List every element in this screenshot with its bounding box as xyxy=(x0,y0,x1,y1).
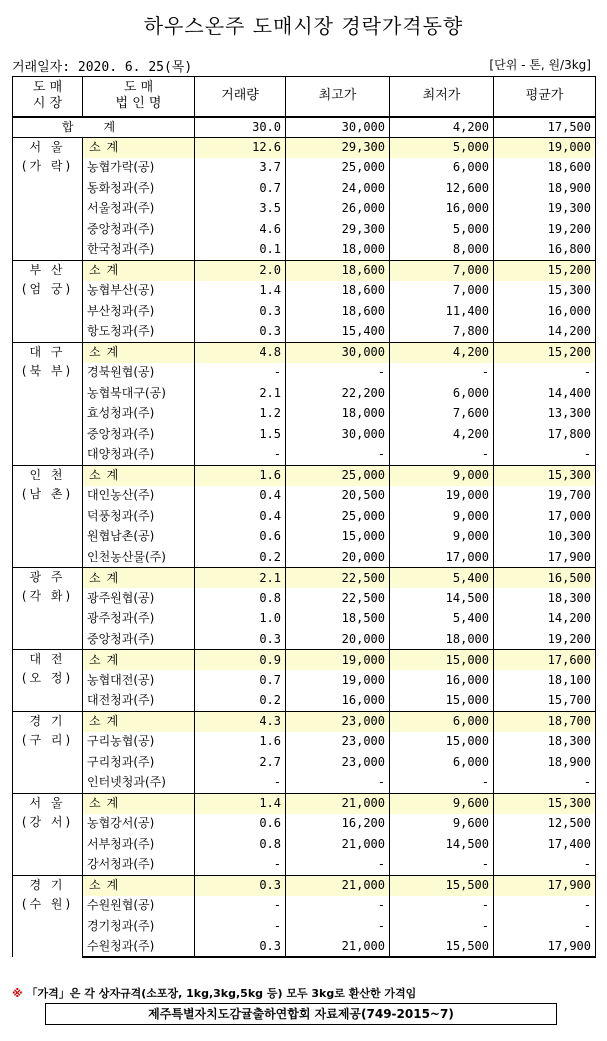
volume-cell: 0.3 xyxy=(195,875,286,896)
min-price-cell: - xyxy=(390,363,494,384)
volume-cell: 0.3 xyxy=(195,629,286,650)
avg-price-cell: 16,500 xyxy=(494,568,596,589)
market-location: (북 부) xyxy=(21,363,74,378)
source-box: 제주특별자치도감귤출하연합회 자료제공(749-2015~7) xyxy=(45,1003,557,1025)
avg-price-cell: - xyxy=(494,363,596,384)
corp-name-cell: 농협북대구(공) xyxy=(83,383,195,404)
market-location: (오 정) xyxy=(21,671,74,685)
max-price-cell: 18,600 xyxy=(286,301,390,322)
min-price-cell: 14,500 xyxy=(390,834,494,855)
market-name-cell xyxy=(13,711,83,793)
subtotal-label: 소계 xyxy=(83,465,195,486)
min-price-cell: - xyxy=(390,896,494,917)
corp-name-cell: 중앙청과(주) xyxy=(83,424,195,445)
min-price-cell: 14,500 xyxy=(390,588,494,609)
volume-cell: 1.4 xyxy=(195,793,286,814)
avg-price-cell: - xyxy=(494,773,596,794)
market-name: 부 산 xyxy=(29,262,66,277)
trade-date: 거래일자: 2020. 6. 25(목) xyxy=(12,60,193,75)
grand-total-max: 30,000 xyxy=(286,117,390,138)
table-row xyxy=(13,178,596,199)
subtotal-row xyxy=(13,342,596,363)
table-row xyxy=(13,896,596,917)
max-price-cell: 16,200 xyxy=(286,814,390,835)
table-row xyxy=(13,732,596,753)
max-price-cell: 23,000 xyxy=(286,711,390,732)
avg-price-cell: - xyxy=(494,855,596,876)
market-location: (가 락) xyxy=(21,158,74,173)
min-price-cell: 9,000 xyxy=(390,527,494,548)
avg-price-cell: 15,300 xyxy=(494,281,596,302)
max-price-cell: - xyxy=(286,855,390,876)
max-price-cell: 23,000 xyxy=(286,752,390,773)
market-name-cell xyxy=(13,793,83,875)
min-price-cell: 9,000 xyxy=(390,465,494,486)
max-price-cell: 18,000 xyxy=(286,404,390,425)
market-name: 경 기 xyxy=(29,713,66,728)
table-row xyxy=(13,527,596,548)
table-row xyxy=(13,670,596,691)
market-name-cell xyxy=(13,568,83,650)
subtotal-row xyxy=(13,465,596,486)
avg-price-cell: 18,900 xyxy=(494,178,596,199)
table-row xyxy=(13,301,596,322)
volume-cell: 1.0 xyxy=(195,609,286,630)
table-row xyxy=(13,916,596,937)
corp-name-cell: 중앙청과(주) xyxy=(83,219,195,240)
min-price-cell: 15,000 xyxy=(390,691,494,712)
corp-name-cell: 수원청과(주) xyxy=(83,937,195,958)
volume-cell: 2.1 xyxy=(195,383,286,404)
min-price-cell: 11,400 xyxy=(390,301,494,322)
corp-name-cell: 경북원협(공) xyxy=(83,363,195,384)
corp-name-cell: 광주원협(공) xyxy=(83,588,195,609)
corp-name-cell: 강서청과(주) xyxy=(83,855,195,876)
subtotal-label: 소계 xyxy=(83,650,195,671)
footnote-mark: ※ xyxy=(12,987,23,1000)
corp-name-cell: 광주청과(주) xyxy=(83,609,195,630)
corp-name-cell: 부산청과(주) xyxy=(83,301,195,322)
corp-name-cell: 농협강서(공) xyxy=(83,814,195,835)
min-price-cell: 16,000 xyxy=(390,670,494,691)
volume-cell: 2.0 xyxy=(195,260,286,281)
market-name: 대 전 xyxy=(29,652,66,666)
max-price-cell: 20,500 xyxy=(286,486,390,507)
price-table xyxy=(12,76,596,958)
volume-cell: 1.6 xyxy=(195,465,286,486)
market-name-cell xyxy=(13,650,83,712)
grand-total-volume: 30.0 xyxy=(195,117,286,138)
min-price-cell: - xyxy=(390,916,494,937)
min-price-cell: 9,600 xyxy=(390,814,494,835)
avg-price-cell: 18,600 xyxy=(494,158,596,179)
table-row xyxy=(13,855,596,876)
min-price-cell: 5,000 xyxy=(390,137,494,158)
min-price-cell: 4,200 xyxy=(390,424,494,445)
table-row xyxy=(13,752,596,773)
avg-price-cell: 15,200 xyxy=(494,260,596,281)
min-price-cell: 5,000 xyxy=(390,219,494,240)
max-price-cell: - xyxy=(286,896,390,917)
volume-cell: - xyxy=(195,445,286,466)
corp-name-cell: 농협대전(공) xyxy=(83,670,195,691)
avg-price-cell: 19,700 xyxy=(494,486,596,507)
avg-price-cell: 17,900 xyxy=(494,937,596,958)
unit-label: [단위 - 톤, 원/3kg] xyxy=(489,58,591,72)
market-name: 광 주 xyxy=(29,570,66,584)
max-price-header: 최고가 xyxy=(286,77,390,117)
max-price-cell: - xyxy=(286,773,390,794)
max-price-cell: - xyxy=(286,363,390,384)
volume-cell: 0.4 xyxy=(195,486,286,507)
table-row xyxy=(13,506,596,527)
min-price-cell: 7,000 xyxy=(390,281,494,302)
volume-cell: 0.1 xyxy=(195,240,286,261)
market-name: 인 천 xyxy=(29,467,66,482)
volume-cell: 0.4 xyxy=(195,506,286,527)
volume-cell: 0.7 xyxy=(195,178,286,199)
volume-cell: - xyxy=(195,773,286,794)
page-title: 하우스온주 도매시장 경락가격동향 xyxy=(143,14,464,38)
corp-name-cell: 항도청과(주) xyxy=(83,322,195,343)
min-price-cell: 6,000 xyxy=(390,383,494,404)
max-price-cell: 20,000 xyxy=(286,629,390,650)
volume-cell: 0.2 xyxy=(195,691,286,712)
avg-price-cell: 17,900 xyxy=(494,875,596,896)
min-price-cell: - xyxy=(390,445,494,466)
volume-cell: - xyxy=(195,916,286,937)
table-row xyxy=(13,609,596,630)
corp-name-cell: 효성청과(주) xyxy=(83,404,195,425)
max-price-cell: 23,000 xyxy=(286,732,390,753)
footnote xyxy=(12,985,416,1001)
corp-name-cell: 경기청과(주) xyxy=(83,916,195,937)
volume-cell: 0.2 xyxy=(195,547,286,568)
volume-cell: 2.1 xyxy=(195,568,286,589)
avg-price-cell: 15,700 xyxy=(494,691,596,712)
max-price-cell: 21,000 xyxy=(286,937,390,958)
avg-price-cell: 18,700 xyxy=(494,711,596,732)
min-price-cell: 6,000 xyxy=(390,752,494,773)
volume-cell: 3.7 xyxy=(195,158,286,179)
corp-header-line2: 법 인 명 xyxy=(115,96,162,112)
market-location: (남 촌) xyxy=(21,486,74,501)
min-price-cell: 9,600 xyxy=(390,793,494,814)
min-price-cell: 9,000 xyxy=(390,506,494,527)
max-price-cell: 22,200 xyxy=(286,383,390,404)
min-price-cell: 16,000 xyxy=(390,199,494,220)
subtotal-row xyxy=(13,650,596,671)
avg-price-cell: 18,100 xyxy=(494,670,596,691)
min-price-cell: 7,000 xyxy=(390,260,494,281)
max-price-cell: - xyxy=(286,445,390,466)
subtotal-label: 소계 xyxy=(83,137,195,158)
min-price-cell: - xyxy=(390,855,494,876)
volume-cell: 0.6 xyxy=(195,814,286,835)
market-name-cell xyxy=(13,875,83,957)
market-header-line1: 도 매 xyxy=(32,80,63,96)
min-price-cell: 8,000 xyxy=(390,240,494,261)
table-row xyxy=(13,219,596,240)
min-price-cell: 15,500 xyxy=(390,937,494,958)
market-name-cell xyxy=(13,137,83,260)
market-location: (수 원) xyxy=(21,896,74,911)
subtotal-row xyxy=(13,793,596,814)
avg-price-cell: - xyxy=(494,445,596,466)
max-price-cell: 21,000 xyxy=(286,793,390,814)
max-price-cell: 25,000 xyxy=(286,506,390,527)
max-price-cell: 21,000 xyxy=(286,834,390,855)
max-price-cell: 30,000 xyxy=(286,424,390,445)
table-row xyxy=(13,158,596,179)
subtotal-label: 소계 xyxy=(83,568,195,589)
min-price-cell: 5,400 xyxy=(390,568,494,589)
table-row xyxy=(13,588,596,609)
volume-cell: - xyxy=(195,896,286,917)
corp-name-cell: 구리농협(공) xyxy=(83,732,195,753)
volume-cell: 0.3 xyxy=(195,937,286,958)
max-price-cell: 26,000 xyxy=(286,199,390,220)
table-row xyxy=(13,424,596,445)
max-price-cell: - xyxy=(286,916,390,937)
grand-total-label: 합계 xyxy=(13,117,195,138)
market-header xyxy=(13,77,83,117)
max-price-cell: 15,400 xyxy=(286,322,390,343)
table-row xyxy=(13,691,596,712)
table-row xyxy=(13,322,596,343)
market-name-cell xyxy=(13,465,83,568)
max-price-cell: 25,000 xyxy=(286,465,390,486)
max-price-cell: 29,300 xyxy=(286,219,390,240)
max-price-cell: 22,500 xyxy=(286,588,390,609)
min-price-cell: 15,000 xyxy=(390,732,494,753)
avg-price-cell: 18,900 xyxy=(494,752,596,773)
max-price-cell: 25,000 xyxy=(286,158,390,179)
table-row xyxy=(13,281,596,302)
max-price-cell: 22,500 xyxy=(286,568,390,589)
volume-cell: 0.9 xyxy=(195,650,286,671)
volume-cell: 0.6 xyxy=(195,527,286,548)
table-row xyxy=(13,404,596,425)
table-row xyxy=(13,363,596,384)
max-price-cell: 30,000 xyxy=(286,342,390,363)
avg-price-cell: 16,000 xyxy=(494,301,596,322)
avg-price-cell: 19,000 xyxy=(494,137,596,158)
corp-header xyxy=(83,77,195,117)
max-price-cell: 19,000 xyxy=(286,670,390,691)
avg-price-cell: 17,600 xyxy=(494,650,596,671)
subtotal-row xyxy=(13,711,596,732)
corp-name-cell: 덕풍청과(주) xyxy=(83,506,195,527)
volume-cell: 4.6 xyxy=(195,219,286,240)
volume-cell: 0.7 xyxy=(195,670,286,691)
volume-cell: 1.6 xyxy=(195,732,286,753)
volume-cell: - xyxy=(195,363,286,384)
table-row xyxy=(13,199,596,220)
min-price-cell: 15,000 xyxy=(390,650,494,671)
subtotal-row xyxy=(13,568,596,589)
subtotal-row xyxy=(13,260,596,281)
corp-name-cell: 구리청과(주) xyxy=(83,752,195,773)
avg-price-cell: 17,900 xyxy=(494,547,596,568)
volume-cell: 0.3 xyxy=(195,301,286,322)
max-price-cell: 20,000 xyxy=(286,547,390,568)
table-row xyxy=(13,937,596,958)
avg-price-cell: 14,200 xyxy=(494,609,596,630)
market-location: (엄 궁) xyxy=(21,281,74,296)
avg-price-cell: 18,300 xyxy=(494,588,596,609)
corp-name-cell: 대인농산(주) xyxy=(83,486,195,507)
subtotal-row xyxy=(13,137,596,158)
min-price-cell: 4,200 xyxy=(390,342,494,363)
corp-name-cell: 한국청과(주) xyxy=(83,240,195,261)
corp-name-cell: 수원원협(공) xyxy=(83,896,195,917)
corp-name-cell: 서부청과(주) xyxy=(83,834,195,855)
corp-name-cell: 대양청과(주) xyxy=(83,445,195,466)
market-name: 서 울 xyxy=(29,795,66,810)
min-price-cell: 6,000 xyxy=(390,158,494,179)
max-price-cell: 18,500 xyxy=(286,609,390,630)
market-location: (강 서) xyxy=(21,814,74,829)
volume-cell: 12.6 xyxy=(195,137,286,158)
volume-cell: 0.8 xyxy=(195,834,286,855)
corp-name-cell: 대전청과(주) xyxy=(83,691,195,712)
min-price-cell: 18,000 xyxy=(390,629,494,650)
avg-price-cell: 16,800 xyxy=(494,240,596,261)
market-location: (구 리) xyxy=(21,732,74,747)
volume-cell: 0.8 xyxy=(195,588,286,609)
corp-name-cell: 농협가락(공) xyxy=(83,158,195,179)
volume-header: 거래량 xyxy=(195,77,286,117)
table-row xyxy=(13,383,596,404)
max-price-cell: 15,000 xyxy=(286,527,390,548)
avg-price-cell: - xyxy=(494,896,596,917)
min-price-cell: 7,600 xyxy=(390,404,494,425)
market-location: (각 화) xyxy=(21,589,74,603)
volume-cell: 2.7 xyxy=(195,752,286,773)
table-row xyxy=(13,834,596,855)
subtotal-label: 소계 xyxy=(83,260,195,281)
market-name: 경 기 xyxy=(29,877,66,892)
corp-name-cell: 서울청과(주) xyxy=(83,199,195,220)
avg-price-cell: 15,200 xyxy=(494,342,596,363)
corp-name-cell: 동화청과(주) xyxy=(83,178,195,199)
grand-total-row xyxy=(13,117,596,138)
market-name-cell xyxy=(13,260,83,342)
max-price-cell: 19,000 xyxy=(286,650,390,671)
subtotal-label: 소계 xyxy=(83,342,195,363)
table-row xyxy=(13,445,596,466)
table-row xyxy=(13,814,596,835)
header-row xyxy=(13,77,596,117)
corp-name-cell: 중앙청과(주) xyxy=(83,629,195,650)
table-row xyxy=(13,240,596,261)
avg-price-cell: 17,800 xyxy=(494,424,596,445)
max-price-cell: 16,000 xyxy=(286,691,390,712)
table-row xyxy=(13,547,596,568)
max-price-cell: 18,000 xyxy=(286,240,390,261)
avg-price-cell: 14,200 xyxy=(494,322,596,343)
volume-cell: 1.5 xyxy=(195,424,286,445)
max-price-cell: 21,000 xyxy=(286,875,390,896)
market-header-line2: 시 장 xyxy=(32,96,63,112)
min-price-cell: 6,000 xyxy=(390,711,494,732)
max-price-cell: 18,600 xyxy=(286,260,390,281)
market-name: 서 울 xyxy=(29,139,66,154)
max-price-cell: 24,000 xyxy=(286,178,390,199)
avg-price-cell: - xyxy=(494,916,596,937)
min-price-header: 최저가 xyxy=(390,77,494,117)
avg-price-cell: 18,300 xyxy=(494,732,596,753)
subtotal-label: 소계 xyxy=(83,793,195,814)
table-row xyxy=(13,773,596,794)
market-name: 대 구 xyxy=(29,344,66,359)
subtotal-label: 소계 xyxy=(83,875,195,896)
avg-price-cell: 15,300 xyxy=(494,465,596,486)
volume-cell: 1.2 xyxy=(195,404,286,425)
volume-cell: - xyxy=(195,855,286,876)
grand-total-min: 4,200 xyxy=(390,117,494,138)
corp-name-cell: 인천농산물(주) xyxy=(83,547,195,568)
avg-price-cell: 19,200 xyxy=(494,219,596,240)
avg-price-cell: 17,000 xyxy=(494,506,596,527)
avg-price-cell: 13,300 xyxy=(494,404,596,425)
avg-price-cell: 15,300 xyxy=(494,793,596,814)
avg-price-cell: 14,400 xyxy=(494,383,596,404)
avg-price-cell: 10,300 xyxy=(494,527,596,548)
corp-name-cell: 인터넷청과(주) xyxy=(83,773,195,794)
volume-cell: 1.4 xyxy=(195,281,286,302)
volume-cell: 0.3 xyxy=(195,322,286,343)
min-price-cell: 5,400 xyxy=(390,609,494,630)
volume-cell: 4.3 xyxy=(195,711,286,732)
grand-total-avg: 17,500 xyxy=(494,117,596,138)
table-row xyxy=(13,629,596,650)
footnote-text: 「가격」은 각 상자규격(소포장, 1kg,3kg,5kg 등) 모두 3kg로 환산한 가격임 xyxy=(26,987,417,1000)
min-price-cell: 7,800 xyxy=(390,322,494,343)
avg-price-cell: 17,400 xyxy=(494,834,596,855)
min-price-cell: 19,000 xyxy=(390,486,494,507)
min-price-cell: 15,500 xyxy=(390,875,494,896)
subtotal-row xyxy=(13,875,596,896)
volume-cell: 4.8 xyxy=(195,342,286,363)
corp-header-line1: 도 매 xyxy=(123,80,154,96)
table-row xyxy=(13,486,596,507)
max-price-cell: 18,600 xyxy=(286,281,390,302)
max-price-cell: 29,300 xyxy=(286,137,390,158)
subtotal-label: 소계 xyxy=(83,711,195,732)
volume-cell: 3.5 xyxy=(195,199,286,220)
avg-price-header: 평균가 xyxy=(494,77,596,117)
avg-price-cell: 19,200 xyxy=(494,629,596,650)
avg-price-cell: 12,500 xyxy=(494,814,596,835)
market-name-cell xyxy=(13,342,83,465)
min-price-cell: 12,600 xyxy=(390,178,494,199)
min-price-cell: 17,000 xyxy=(390,547,494,568)
corp-name-cell: 농협부산(공) xyxy=(83,281,195,302)
corp-name-cell: 원협남촌(공) xyxy=(83,527,195,548)
min-price-cell: - xyxy=(390,773,494,794)
avg-price-cell: 19,300 xyxy=(494,199,596,220)
